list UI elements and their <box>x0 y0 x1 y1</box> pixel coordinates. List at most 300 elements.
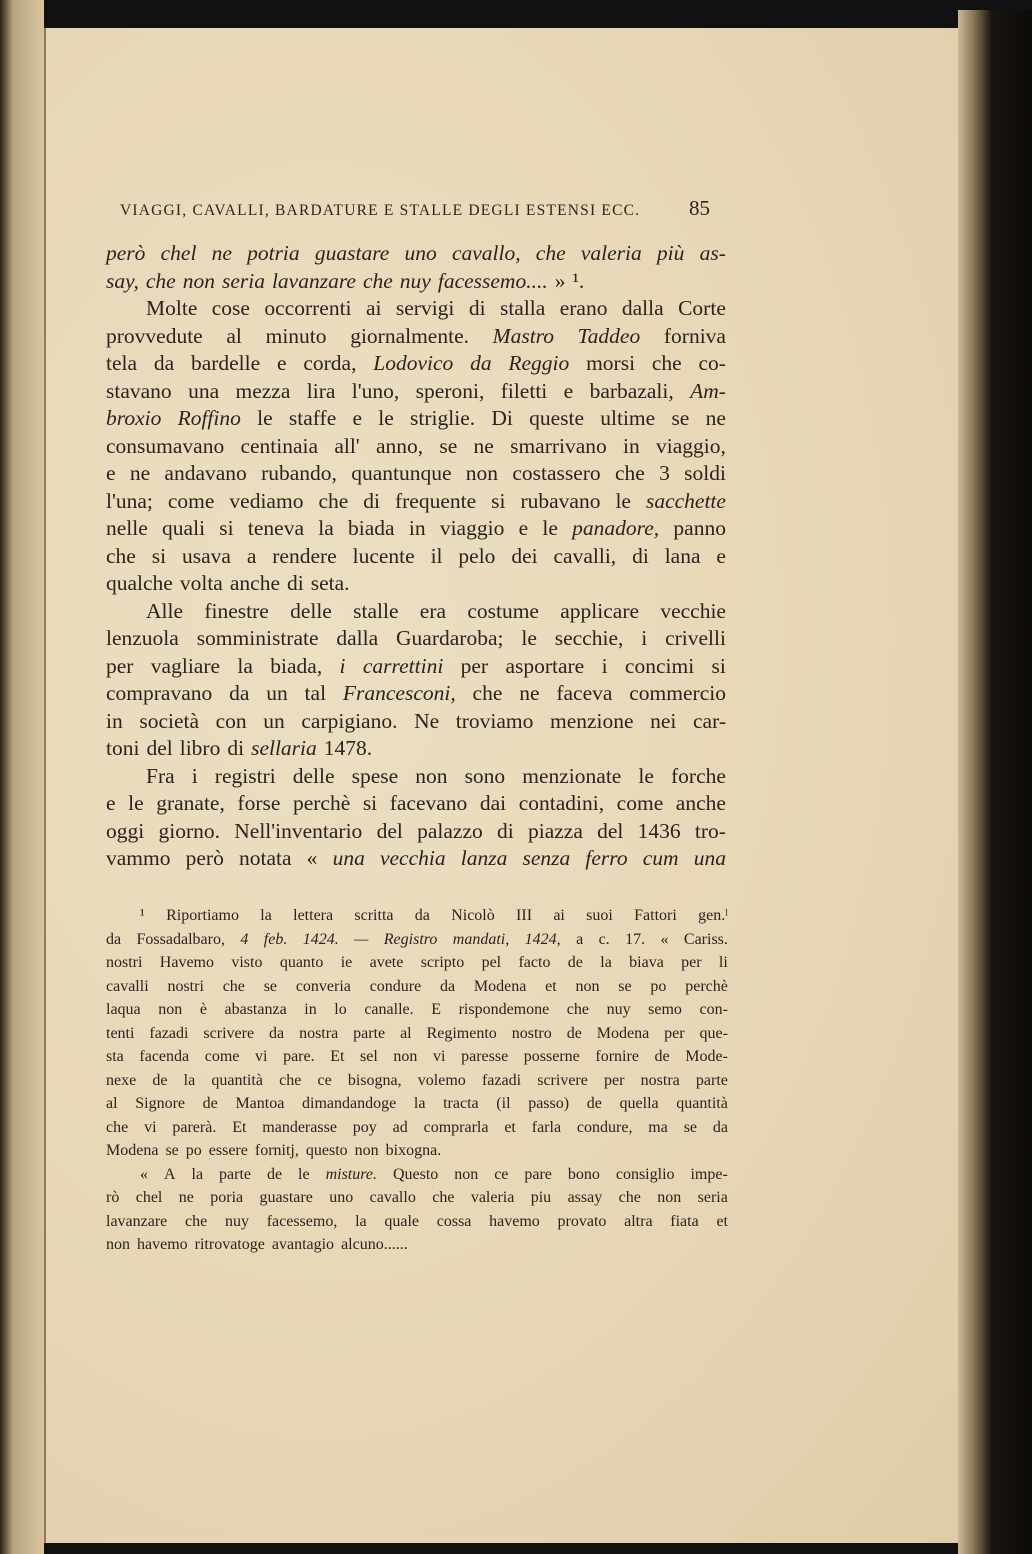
word: costassero <box>512 461 601 485</box>
word: perchè <box>685 977 728 995</box>
italic-word: però <box>106 241 146 265</box>
italic-word: carrettini <box>362 653 444 678</box>
word: » <box>554 268 566 293</box>
word: non <box>393 1048 418 1065</box>
word: fornire <box>595 1048 639 1065</box>
word: di <box>497 818 514 843</box>
word: fazadi <box>149 1024 189 1042</box>
word: ai <box>365 296 382 320</box>
word: che <box>318 488 349 513</box>
running-title: VIAGGI, CAVALLI, BARDATURE E STALLE DEGLI ESTENSI ECC. <box>120 202 641 219</box>
italic-word: 1424, <box>524 930 561 948</box>
word: dalla <box>621 296 664 320</box>
word: notata <box>238 846 292 870</box>
word: bono <box>567 1165 600 1183</box>
footnote-line <box>106 1139 728 1163</box>
italic-word: panadore, <box>572 516 660 540</box>
word: « <box>660 930 669 948</box>
word: e <box>518 516 529 540</box>
word: libro <box>179 736 221 760</box>
word: de <box>152 1071 168 1089</box>
word: non <box>106 1236 130 1253</box>
italic-word: che <box>145 268 176 293</box>
word: alcuno...... <box>341 1236 408 1253</box>
word: facevano <box>389 791 468 815</box>
word: che <box>222 977 245 995</box>
word: da <box>440 977 456 995</box>
word: come <box>204 1048 240 1065</box>
word: vediamo <box>229 488 304 513</box>
word: di <box>363 488 380 513</box>
text-line <box>106 268 726 296</box>
word: per <box>681 954 702 971</box>
word: parte <box>219 1165 251 1183</box>
word: Di <box>491 406 513 430</box>
italic-word: mandati, <box>452 930 510 948</box>
word: nostra <box>640 1071 680 1089</box>
word: cavalli <box>106 977 149 995</box>
word: per <box>664 1024 685 1042</box>
word: viaggio <box>439 516 505 540</box>
italic-word: sellaria <box>251 736 317 760</box>
word: quella <box>619 1095 659 1112</box>
word: lira <box>306 378 336 403</box>
word: 17. <box>625 930 646 948</box>
word: filetti <box>500 378 548 403</box>
word: si <box>151 543 167 568</box>
word: bixogna. <box>385 1142 442 1159</box>
italic-word: Roffino <box>177 406 241 430</box>
word: non <box>657 1189 682 1206</box>
word: le <box>298 1165 310 1183</box>
word: Molte <box>146 296 198 320</box>
word: di <box>287 571 304 595</box>
word: tracta <box>443 1095 479 1112</box>
word: sel <box>360 1048 378 1065</box>
word: vi <box>255 1048 268 1065</box>
word: si <box>711 653 726 678</box>
word: rubando, <box>261 461 337 485</box>
italic-word: potria <box>247 241 300 265</box>
italic-word: Lodovico <box>373 351 454 375</box>
word: tela <box>106 351 138 375</box>
word: Mantoa <box>235 1095 285 1112</box>
word: commercio <box>629 681 726 705</box>
word: ne <box>473 433 494 458</box>
word: passo) <box>528 1095 570 1112</box>
word: tal <box>304 681 327 705</box>
word: ma <box>648 1118 668 1136</box>
word: non <box>454 1165 479 1183</box>
text-line <box>106 790 726 818</box>
word: registri <box>214 763 276 788</box>
word: Cariss. <box>683 930 728 948</box>
word: cavallo <box>369 1189 416 1206</box>
word: crivelli <box>665 626 726 650</box>
footnote-line <box>106 1233 728 1257</box>
word: contadini, <box>518 791 605 815</box>
word: la <box>600 954 612 971</box>
word: pare <box>524 1165 552 1183</box>
word: secchie, <box>554 626 624 650</box>
word: « <box>140 1165 148 1183</box>
italic-word: lavanzare <box>271 268 356 293</box>
word: cavalli, <box>553 543 617 568</box>
word: Et <box>232 1118 247 1136</box>
word: quantità <box>676 1095 728 1112</box>
word: 1478. <box>323 736 373 760</box>
word: che <box>279 1071 302 1089</box>
footnote-line <box>106 1092 728 1116</box>
word: et <box>716 1212 728 1230</box>
word: dalla <box>336 626 379 650</box>
text-line <box>106 680 726 708</box>
word: toni <box>106 736 140 760</box>
word: ce <box>317 1071 332 1089</box>
italic-word: valeria <box>580 241 642 265</box>
word: anno, <box>375 433 424 458</box>
text-line <box>106 653 726 681</box>
word: nostri <box>167 977 204 995</box>
word: cossa <box>436 1212 472 1230</box>
word: concimi <box>624 653 695 678</box>
footnote-line <box>106 1210 728 1234</box>
italic-word: Reggio <box>508 351 570 375</box>
word: canalle. <box>364 1001 414 1018</box>
text-line <box>106 405 726 433</box>
word: de <box>202 1095 218 1112</box>
word: lo <box>334 1001 347 1018</box>
word: società <box>139 708 200 733</box>
italic-word: uno <box>404 241 437 265</box>
word: ¹ <box>140 907 145 924</box>
word: da <box>269 1024 285 1042</box>
word: delle <box>290 598 332 623</box>
word: del <box>376 818 403 843</box>
word: altra <box>624 1212 653 1230</box>
word: ne <box>519 681 540 705</box>
word: che <box>618 1189 641 1206</box>
italic-word: say, <box>106 268 139 293</box>
word: de <box>567 954 583 971</box>
word: le <box>128 791 144 815</box>
italic-word: misture. <box>325 1165 377 1183</box>
word: laqua <box>106 1001 141 1018</box>
word: converia <box>295 977 351 995</box>
word: come <box>167 488 215 513</box>
word: giornalmente. <box>350 323 469 348</box>
footnote-line <box>106 1022 728 1046</box>
footnote-line <box>106 975 728 999</box>
word: frequente <box>394 488 477 513</box>
word: la <box>237 653 253 678</box>
italic-word: non <box>182 268 215 293</box>
word: posserne <box>523 1048 580 1065</box>
word: panno <box>673 516 726 540</box>
word: centinaia <box>240 433 319 458</box>
word: da <box>229 681 250 705</box>
word: seta. <box>310 571 350 595</box>
italic-word: che <box>535 241 566 265</box>
word: semo <box>648 1001 682 1018</box>
word: quantità <box>211 1071 263 1089</box>
word: nostri <box>106 954 143 971</box>
page-edge-shadow <box>958 10 1032 1554</box>
word: consiglio <box>615 1165 675 1183</box>
word: staffe <box>288 406 337 430</box>
word: erano <box>559 296 608 320</box>
text-line <box>106 460 726 488</box>
word: si <box>491 488 506 513</box>
word: e <box>106 461 116 485</box>
word: spese <box>351 763 399 788</box>
word: bisogna, <box>347 1071 402 1089</box>
word: avantagio <box>271 1236 335 1253</box>
word: che <box>185 1212 208 1230</box>
word: ¹. <box>572 268 585 293</box>
word: comprarla <box>423 1118 489 1136</box>
word: seria <box>697 1189 728 1206</box>
word: giorno. <box>158 818 220 843</box>
word: di <box>227 736 245 760</box>
word: scrivere <box>537 1071 588 1089</box>
word: avete <box>369 954 404 971</box>
word: delle <box>292 763 335 788</box>
word: la <box>355 1212 367 1230</box>
word: valeria <box>470 1189 515 1206</box>
word: cose <box>211 296 250 320</box>
footnote-line <box>106 951 728 975</box>
word: anche <box>675 791 726 815</box>
word: palazzo <box>417 818 483 843</box>
word: lettera <box>293 907 334 924</box>
italic-word: senza <box>522 846 571 870</box>
word: dimandandoge <box>302 1095 397 1112</box>
word: nexe <box>106 1071 137 1089</box>
word: stalle <box>353 598 399 623</box>
word: pare. <box>283 1048 315 1065</box>
word: lucente <box>352 543 415 568</box>
word: essere <box>208 1142 248 1159</box>
word: da <box>153 351 175 375</box>
italic-word: cum <box>642 846 679 870</box>
word: non <box>158 1001 183 1018</box>
word: nostra <box>299 1024 339 1042</box>
italic-word: 1424. <box>302 930 339 948</box>
word: al <box>226 323 242 348</box>
word: vammo <box>106 846 171 870</box>
word: perchè <box>292 791 351 815</box>
text-line <box>106 543 726 571</box>
italic-word: seria <box>221 268 265 293</box>
word: assay <box>567 1189 603 1206</box>
word: facto <box>518 954 551 971</box>
word: consumavano <box>106 433 225 458</box>
word: dai <box>479 791 507 815</box>
word: stalla <box>499 296 546 320</box>
word: dei <box>511 543 538 568</box>
italic-word: facessemo.... <box>437 268 548 293</box>
word: piazza <box>527 818 583 843</box>
word: costume <box>467 598 539 623</box>
word: li <box>718 954 728 971</box>
word: si <box>219 516 234 540</box>
word: qualche <box>106 571 173 595</box>
word: del <box>146 736 173 760</box>
text-line <box>106 708 726 736</box>
word: Mode- <box>685 1048 728 1065</box>
text-line <box>106 818 726 846</box>
word: bardelle <box>190 351 261 375</box>
word: che <box>106 1118 129 1136</box>
text-line <box>106 625 726 653</box>
italic-word: guastare <box>314 241 390 265</box>
word: le <box>521 626 537 650</box>
word: si <box>362 791 378 815</box>
word: Et <box>330 1048 345 1065</box>
word: da <box>414 907 430 924</box>
text-line <box>106 350 726 378</box>
word: era <box>419 598 447 623</box>
italic-word: nuy <box>399 268 431 293</box>
word: menzionate <box>522 763 622 788</box>
word: striglie. <box>410 406 476 430</box>
word: biada, <box>270 653 323 678</box>
word: e <box>106 791 116 815</box>
word: nuy <box>606 1001 631 1018</box>
word: nei <box>650 708 677 733</box>
word: da <box>106 930 122 948</box>
word: speroni, <box>415 378 485 403</box>
word: Havemo <box>159 954 214 971</box>
italic-word: che <box>362 268 393 293</box>
word: havemo <box>489 1212 540 1230</box>
word: l'uno, <box>351 378 400 403</box>
word: che <box>106 543 136 568</box>
word: que- <box>699 1024 728 1042</box>
word: A <box>163 1165 176 1183</box>
word: se <box>671 406 690 430</box>
word: parerà. <box>172 1118 217 1136</box>
word: i <box>641 626 648 650</box>
word: piu <box>530 1189 552 1206</box>
word: all' <box>334 433 360 458</box>
word: scrivere <box>203 1024 255 1042</box>
word: ne <box>178 1189 194 1206</box>
footnote-line <box>106 998 728 1022</box>
word: de <box>266 1165 283 1183</box>
word: Ne <box>414 708 440 733</box>
page-number: 85 <box>689 196 710 220</box>
word: questo <box>305 1142 348 1159</box>
word: le <box>378 406 394 430</box>
text-line <box>106 515 726 543</box>
word: ultime <box>600 406 656 430</box>
italic-word: ne <box>211 241 232 265</box>
word: che <box>614 461 645 485</box>
word: ie <box>340 954 353 971</box>
word: suoi <box>586 907 613 924</box>
word: parte <box>353 1024 386 1042</box>
word: rendere <box>272 543 337 568</box>
word: Modena <box>596 1024 650 1042</box>
word: Corte <box>678 296 726 320</box>
word: se <box>165 1142 179 1159</box>
word: Questo <box>392 1165 439 1183</box>
word: guastare <box>259 1189 313 1206</box>
word: minuto <box>265 323 327 348</box>
word: farla <box>531 1118 562 1136</box>
word: al <box>400 1024 412 1042</box>
word: non <box>354 1142 379 1159</box>
word: in <box>408 516 426 540</box>
word: poria <box>210 1189 244 1206</box>
italic-word: Mastro <box>492 323 554 348</box>
word: l'una; <box>106 488 153 513</box>
word: un <box>263 708 285 733</box>
word: nelle <box>106 516 148 540</box>
word: le <box>638 763 654 788</box>
word: in <box>106 708 123 733</box>
word: non <box>575 977 600 995</box>
italic-word: lanza <box>460 846 508 870</box>
italic-word: broxio <box>106 406 162 430</box>
italic-word: ferro <box>585 846 628 870</box>
word: menzione <box>549 708 634 733</box>
word: 3 <box>659 461 670 485</box>
word: lana <box>664 543 701 568</box>
word: ritrovatoge <box>194 1236 265 1253</box>
word: condure <box>369 977 422 995</box>
word: se <box>618 977 632 995</box>
word: rò <box>106 1189 120 1206</box>
word: e <box>276 351 287 375</box>
word: il <box>430 543 443 568</box>
word: de <box>654 1048 670 1065</box>
word: rubavano <box>520 488 601 513</box>
word: granate, <box>156 791 225 815</box>
word: biava <box>629 954 664 971</box>
word: lavanzare <box>106 1212 168 1230</box>
word: i <box>601 653 608 678</box>
word: anche <box>229 571 280 595</box>
word: per <box>604 1071 625 1089</box>
word: come <box>616 791 664 815</box>
word: visto <box>231 954 263 971</box>
text-line <box>106 378 726 406</box>
word: Fra <box>146 763 175 788</box>
text-line <box>106 598 726 626</box>
word: usava <box>181 543 231 568</box>
word: e <box>563 378 574 403</box>
word: la <box>260 907 272 924</box>
word: stavano <box>106 378 172 403</box>
word: gen.ˡ <box>698 907 728 924</box>
word: chel <box>135 1189 163 1206</box>
word: le <box>257 406 273 430</box>
word: che <box>472 681 503 705</box>
word: car- <box>693 708 726 733</box>
text-line <box>106 845 726 873</box>
word: scritta <box>354 907 394 924</box>
word: vecchie <box>660 598 726 623</box>
word: se <box>439 433 458 458</box>
word: ai <box>553 907 565 924</box>
word: impe- <box>690 1165 728 1183</box>
word: Modena <box>106 1142 159 1159</box>
footnotes <box>106 904 728 1257</box>
word: et <box>504 1118 516 1136</box>
